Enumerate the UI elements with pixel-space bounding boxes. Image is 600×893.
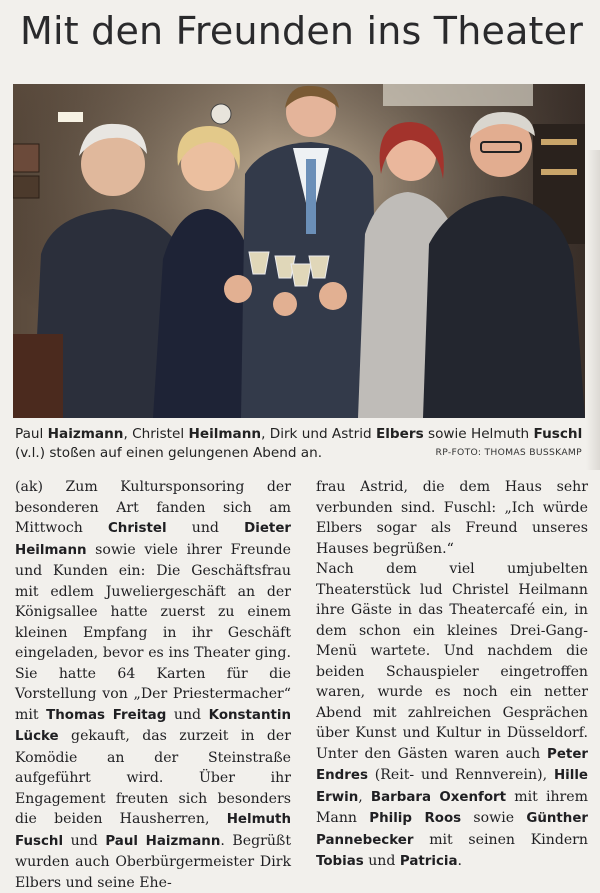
text-run: gekauft, das zurzeit in der Komödie an der Steinstraße aufgeführt wird. Über ihr Engagement freuten sich besonders die beiden Hausherren, — [15, 728, 291, 827]
article-photo — [13, 84, 585, 418]
text-run: (Reit- und Rennverein), — [367, 767, 554, 783]
text-run: , Christel — [123, 426, 189, 442]
photo-credit: RP-FOTO: THOMAS BUSSKAMP — [435, 447, 582, 458]
text-run: und — [166, 706, 209, 723]
person-name: Heilmann — [188, 426, 262, 442]
text-run: , Dirk und Astrid — [261, 426, 376, 442]
text-run: Nach dem viel umjubelten Theaterstück lud Christel Heilmann ihre Gäste in das Theatercafé ein, in dem schon ein kleines Drei-Gang-Menü wartete. Und nachdem die beiden Schauspieler eingetroffen waren, wurde es noch ein netter Abend mit zahlreichen Gesprächen über Kunst und Kultur in Düsseldorf. Unter den Gästen waren auch — [316, 561, 588, 762]
article-paragraph — [15, 477, 291, 893]
person-name: Patricia — [399, 854, 458, 869]
article-headline: Mit den Freunden ins Theater — [20, 9, 584, 53]
article-paragraph — [316, 559, 588, 873]
text-run: . Begrüßt wurden auch Oberbürgermeister Dirk Elbers und seine Ehe- — [15, 832, 291, 891]
text-run: . — [457, 853, 463, 869]
text-run: , — [358, 788, 371, 805]
text-run: mit ihrem Mann — [316, 788, 588, 826]
page-shadow — [586, 150, 600, 470]
article-paragraph — [316, 477, 588, 559]
person-name: Elbers — [375, 426, 424, 442]
person-name: Fuschl — [533, 426, 583, 442]
person-name: Peter Endres — [316, 746, 588, 783]
text-run: frau Astrid, die dem Haus sehr verbunden sind. Fuschl: „Ich würde Elbers sogar als Freund unseres Hauses begrüßen.“ — [316, 479, 588, 557]
person-name: Günther Pannebecker — [316, 811, 589, 848]
person-name: Helmuth Fuschl — [15, 812, 291, 849]
person-name: Thomas Freitag — [46, 707, 167, 723]
text-run: (ak) Zum Kultursponsoring der besonderen Art fanden sich am Mittwoch — [15, 479, 291, 536]
person-name: Konstantin Lücke — [15, 707, 292, 744]
text-run: (v.l.) stoßen auf einen gelungenen Abend an. — [15, 445, 323, 461]
person-name: Philip Roos — [369, 811, 462, 826]
person-name: Dieter Heilmann — [15, 521, 291, 558]
text-run: sowie viele ihrer Freunde und Kunden ein: Die Geschäftsfrau mit edlem Juweliergeschäft an der Königsallee hatte zuerst zu einem kleinen Empfang in ihr Geschäft eingeladen, bevor es ins Theater ging. Sie hatte 64 Karten für die Vorstellung von „Der Priestermacher“ mit — [15, 541, 291, 723]
text-run: und — [63, 832, 106, 849]
text-run: mit seinen Kindern — [413, 831, 588, 848]
text-run: und — [166, 520, 245, 536]
person-name: Christel — [107, 521, 167, 536]
person-name: Haizmann — [47, 426, 124, 442]
text-run: sowie — [461, 810, 527, 826]
text-run: Paul — [15, 426, 48, 442]
article-column-left — [15, 477, 291, 893]
person-name: Tobias — [316, 854, 364, 869]
person-name: Barbara Oxenfort — [370, 789, 507, 805]
article-column-right — [316, 477, 588, 873]
text-run: und — [363, 853, 400, 869]
person-name: Paul Haizmann — [105, 833, 221, 849]
person-name: Hille Erwin — [316, 768, 588, 805]
text-run: sowie Helmuth — [423, 426, 534, 442]
